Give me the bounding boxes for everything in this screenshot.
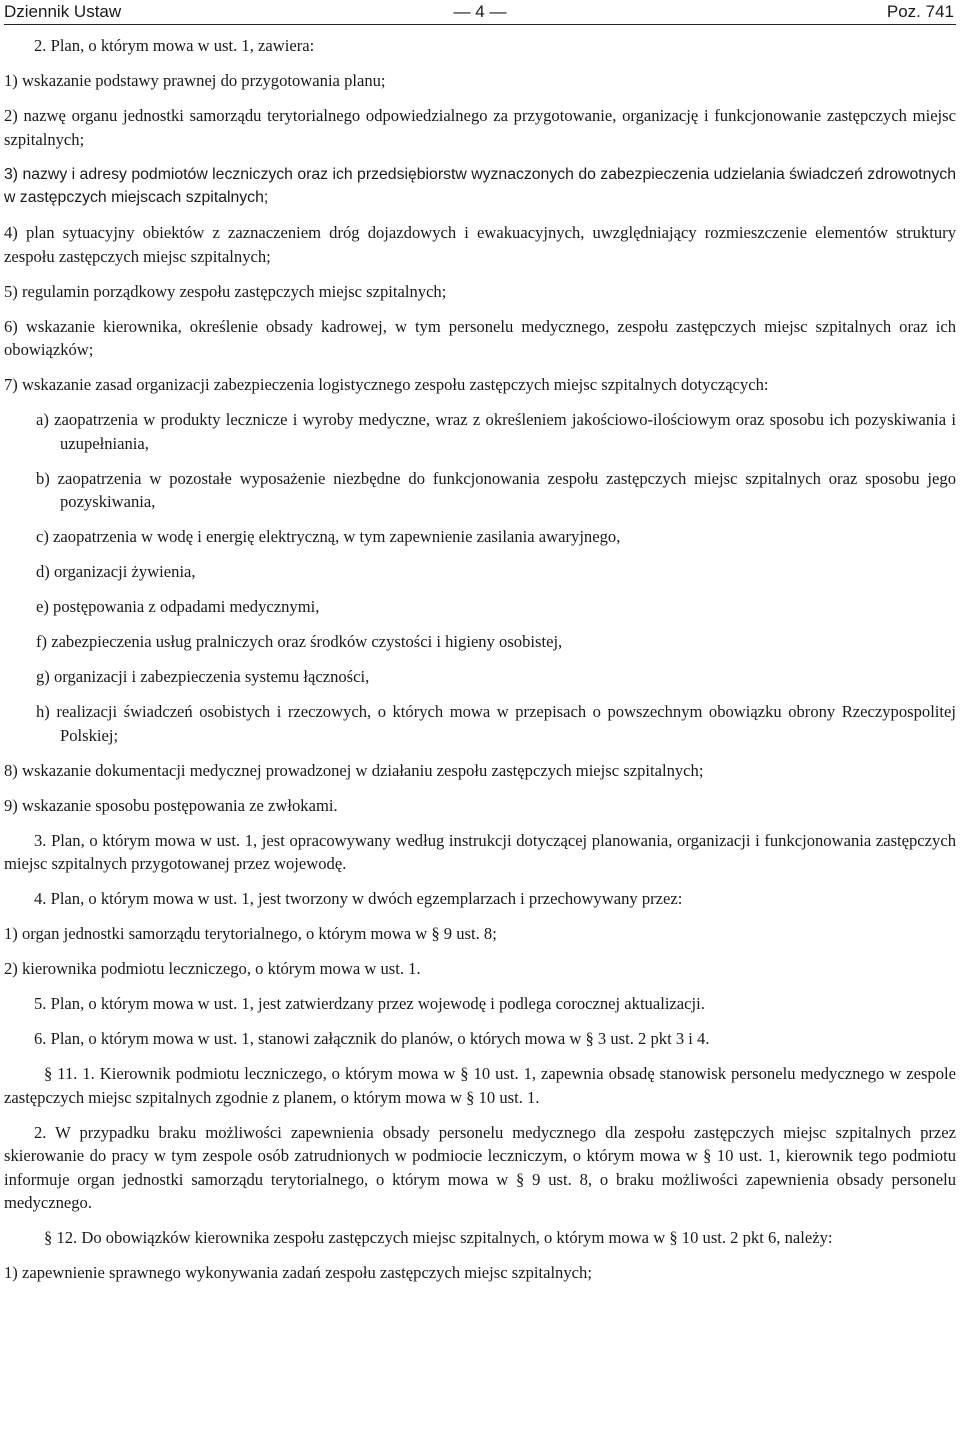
list-item: 4) plan sytuacyjny obiektów z zaznaczeniem dróg dojazdowych i ewakuacyjnych, uwzględniający rozmieszczenie elementów struktury zespołu zastępczych miejsc szpitalnych;: [4, 223, 956, 266]
sub-list-item: f) zabezpieczenia usług pralniczych oraz środków czystości i higieny osobistej,: [36, 632, 563, 651]
sub-list-item: g) organizacji i zabezpieczenia systemu łączności,: [36, 667, 370, 686]
list-item: 3) nazwy i adresy podmiotów leczniczych oraz ich przedsiębiorstw wyznaczonych do zabezpieczenia udzielania świadczeń zdrowotnych w zastępczych miejscach szpitalnych;: [4, 165, 956, 206]
list-item: 1) zapewnienie sprawnego wykonywania zadań zespołu zastępczych miejsc szpitalnych;: [4, 1263, 592, 1282]
paragraph: 2. W przypadku braku możliwości zapewnienia obsady personelu medycznego dla zespołu zastępczych miejsc szpitalnych przez skierowanie do pracy w tym zespole osób zatrudnionych w podmiocie leczniczym, o którym mowa w § 10 ust. 1, kierownik tego podmiotu informuje organ jednostki samorządu terytorialnego, o którym mowa w § 9 ust. 8, o braku możliwości zapewnienia obsady personelu medycznego.: [4, 1122, 956, 1212]
list-item: 1) organ jednostki samorządu terytorialnego, o którym mowa w § 9 ust. 8;: [4, 924, 497, 943]
list-item: 5) regulamin porządkowy zespołu zastępczych miejsc szpitalnych;: [4, 281, 447, 301]
list-item: 7) wskazanie zasad organizacji zabezpieczenia logistycznego zespołu zastępczych miejsc szpitalnych dotyczących:: [4, 375, 769, 394]
sub-list-item: c) zaopatrzenia w wodę i energię elektryczną, w tym zapewnienie zasilania awaryjnego,: [36, 527, 621, 546]
list-item: 2) nazwę organu jednostki samorządu terytorialnego odpowiedzialnego za przygotowanie, organizację i funkcjonowanie zastępczych miejsc szpitalnych;: [4, 106, 956, 149]
paragraph: 5. Plan, o którym mowa w ust. 1, jest zatwierdzany przez wojewodę i podlega corocznej aktualizacji.: [34, 994, 705, 1013]
list-item: 8) wskazanie dokumentacji medycznej prowadzonej w działaniu zespołu zastępczych miejsc szpitalnych;: [4, 760, 704, 780]
section-paragraph: § 11. 1. Kierownik podmiotu leczniczego, o którym mowa w § 10 ust. 1, zapewnia obsadę stanowisk personelu medycznego w zespole zastępczych miejsc szpitalnych zgodnie z planem, o którym mowa w § 10 ust. 1.: [4, 1064, 956, 1107]
position-number: Poz. 741: [886, 2, 954, 21]
sub-list-item: a) zaopatrzenia w produkty lecznicze i wyroby medyczne, wraz z określeniem jakościowo-ilościowym oraz sposobu ich pozyskiwania i uzupełniania,: [36, 410, 956, 453]
document-body: [4, 25, 956, 1285]
list-item: 6) wskazanie kierownika, określenie obsady kadrowej, w tym personelu medycznego, zespołu zastępczych miejsc szpitalnych oraz ich obowiązków;: [4, 316, 956, 359]
list-item: 2) kierownika podmiotu leczniczego, o którym mowa w ust. 1.: [4, 959, 421, 978]
sub-list-item: e) postępowania z odpadami medycznymi,: [36, 597, 320, 616]
page-number: — 4 —: [453, 2, 507, 21]
sub-list-item: d) organizacji żywienia,: [36, 562, 196, 581]
paragraph: 2. Plan, o którym mowa w ust. 1, zawiera:: [34, 36, 315, 55]
section-paragraph: § 12. Do obowiązków kierownika zespołu zastępczych miejsc szpitalnych, o którym mowa w § 10 ust. 2 pkt 6, należy:: [44, 1228, 833, 1247]
paragraph: 6. Plan, o którym mowa w ust. 1, stanowi załącznik do planów, o których mowa w § 3 ust. 2 pkt 3 i 4.: [34, 1029, 710, 1048]
sub-list-item: b) zaopatrzenia w pozostałe wyposażenie niezbędne do funkcjonowania zespołu zastępczych miejsc szpitalnych oraz sposobu jego pozyskiwania,: [36, 468, 956, 511]
sub-list-item: h) realizacji świadczeń osobistych i rzeczowych, o których mowa w przepisach o powszechnym obowiązku obrony Rzeczypospolitej Polskiej;: [36, 702, 956, 745]
journal-title: Dziennik Ustaw: [4, 2, 122, 21]
list-item: 1) wskazanie podstawy prawnej do przygotowania planu;: [4, 71, 386, 90]
page-header: [4, 0, 956, 25]
list-item: 9) wskazanie sposobu postępowania ze zwłokami.: [4, 795, 338, 815]
paragraph: 4. Plan, o którym mowa w ust. 1, jest tworzony w dwóch egzemplarzach i przechowywany przez:: [34, 889, 683, 908]
paragraph: 3. Plan, o którym mowa w ust. 1, jest opracowywany według instrukcji dotyczącej planowania, organizacji i funkcjonowania zastępczych miejsc szpitalnych przygotowanej przez wojewodę.: [4, 830, 956, 873]
